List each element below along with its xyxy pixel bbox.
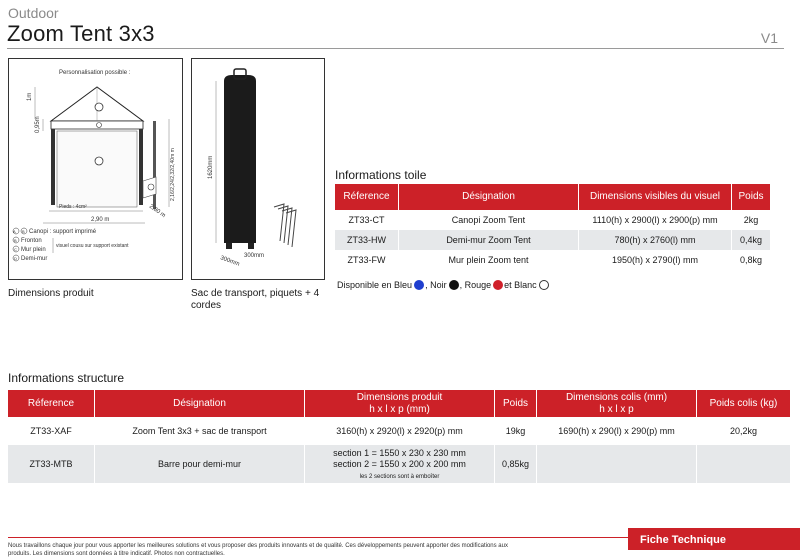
svg-text:B: B bbox=[22, 229, 25, 234]
cell-dims: 1950(h) x 2790(l) mm bbox=[578, 250, 731, 270]
dim-095m: 0,95m bbox=[35, 116, 41, 133]
legend-mur-plein: Mur plein bbox=[21, 247, 46, 253]
fiche-technique-badge: Fiche Technique bbox=[628, 528, 800, 550]
cell-poids: 2kg bbox=[731, 210, 770, 230]
title-divider bbox=[7, 48, 784, 49]
structure-section-title: Informations structure bbox=[8, 371, 125, 385]
table-row bbox=[335, 250, 770, 270]
version-label: V1 bbox=[760, 30, 778, 46]
legend-demi-mur: Demi-mur bbox=[21, 256, 48, 262]
cell-colis bbox=[536, 445, 696, 483]
bag-dim-w2: 300mm bbox=[244, 253, 265, 259]
table-row bbox=[8, 417, 790, 445]
svg-text:D: D bbox=[14, 256, 17, 261]
cell-colis: 1690(h) x 290(l) x 290(p) mm bbox=[536, 417, 696, 445]
colors-prefix: Disponible en Bleu bbox=[337, 280, 413, 290]
dim-heights: 2,16/2,24/2,32/2,40m m bbox=[170, 148, 176, 201]
cell-ref: ZT33-FW bbox=[347, 254, 386, 265]
table-row bbox=[335, 230, 770, 250]
legend-canopi: Canopi : support imprimé bbox=[29, 229, 97, 235]
footer-disclaimer: Nous travaillons chaque jour pour vous apporter les meilleures solutions et vous proposer des produits innovants et de qualité. Ces développements peuvent apporter des modifications aux produits. Les dimensions sont données à titre indicatif. Photos non contractuelles. bbox=[8, 543, 508, 557]
cell-dims: 3160(h) x 2920(l) x 2920(p) mm bbox=[304, 417, 494, 445]
col-designation: Désignation bbox=[398, 184, 578, 210]
cell-poids: 0,4kg bbox=[731, 230, 770, 250]
bag-drawing-frame bbox=[191, 58, 325, 280]
col-reference: Réference bbox=[8, 390, 94, 417]
cell-designation: Canopi Zoom Tent bbox=[398, 210, 578, 230]
cell-poids-colis bbox=[696, 445, 790, 483]
col-poids-colis: Poids colis (kg) bbox=[696, 390, 790, 417]
structure-table bbox=[8, 390, 790, 483]
transport-bag-icon bbox=[192, 59, 326, 281]
table-row bbox=[335, 210, 770, 230]
cell-designation: Barre pour demi-mur bbox=[94, 445, 304, 483]
cell-poids: 0,8kg bbox=[731, 250, 770, 270]
legend-fronton: Fronton bbox=[21, 238, 42, 244]
svg-text:B: B bbox=[14, 238, 17, 243]
doc-subtitle: Outdoor bbox=[8, 5, 59, 21]
blue-swatch-icon bbox=[414, 280, 424, 290]
colors-noir: , Noir bbox=[425, 280, 447, 290]
personalisation-label: Personnalisation possible : bbox=[59, 70, 131, 76]
product-drawing-frame bbox=[8, 58, 183, 280]
dim-1m: 1m bbox=[27, 92, 33, 101]
cell-ref: ZT33-HW bbox=[335, 230, 398, 250]
bag-dim-w1: 300mm bbox=[219, 255, 241, 268]
col-poids: Poids bbox=[494, 390, 536, 417]
red-swatch-icon bbox=[493, 280, 503, 290]
cell-poids: 0,85kg bbox=[494, 445, 536, 483]
cell-ref: ZT33-CT bbox=[348, 214, 385, 225]
toile-table bbox=[335, 184, 770, 270]
product-caption: Dimensions produit bbox=[8, 288, 94, 299]
cell-designation: Zoom Tent 3x3 + sac de transport bbox=[94, 417, 304, 445]
colors-blanc: et Blanc bbox=[504, 280, 537, 290]
bag-dim-height: 1620mm bbox=[208, 155, 214, 179]
pieds-label: Pieds : 4cm² bbox=[59, 204, 87, 210]
cell-dims: 1110(h) x 2900(l) x 2900(p) mm bbox=[578, 210, 731, 230]
cell-designation: Demi-mur Zoom Tent bbox=[398, 230, 578, 250]
toile-section-title: Informations toile bbox=[335, 168, 427, 182]
cell-designation: Mur plein Zoom tent bbox=[398, 250, 578, 270]
legend-note: visuel cousu sur support existant bbox=[56, 243, 129, 249]
cell-dims: section 1 = 1550 x 230 x 230 mm section 2 = 1550 x 200 x 200 mm les 2 sections sont à emboîter bbox=[304, 445, 494, 483]
col-designation: Désignation bbox=[94, 390, 304, 417]
cell-poids: 19kg bbox=[494, 417, 536, 445]
bag-caption: Sac de transport, piquets + 4 cordes bbox=[191, 288, 320, 311]
cell-poids-colis: 20,2kg bbox=[696, 417, 790, 445]
colors-rouge: , Rouge bbox=[459, 280, 492, 290]
dim-280m: 2,80 m bbox=[147, 203, 167, 220]
table-header-row bbox=[335, 184, 770, 210]
black-swatch-icon bbox=[449, 280, 459, 290]
color-availability bbox=[337, 280, 550, 290]
footer-divider bbox=[8, 537, 628, 538]
svg-text:C: C bbox=[14, 247, 17, 252]
col-dims-produit: Dimensions produit h x l x p (mm) bbox=[304, 390, 494, 417]
dim-290m: 2,90 m bbox=[91, 217, 110, 223]
col-poids: Poids bbox=[731, 184, 770, 210]
col-reference: Réference bbox=[335, 184, 398, 210]
tent-drawing-icon bbox=[9, 59, 184, 281]
col-dimensions: Dimensions visibles du visuel bbox=[578, 184, 731, 210]
cell-ref: ZT33-MTB bbox=[8, 445, 94, 483]
doc-title: Zoom Tent 3x3 bbox=[7, 21, 155, 46]
col-dims-colis: Dimensions colis (mm) h x l x p bbox=[536, 390, 696, 417]
white-swatch-icon bbox=[539, 280, 549, 290]
table-row bbox=[8, 445, 790, 483]
table-header-row bbox=[8, 390, 790, 417]
svg-text:A: A bbox=[13, 229, 16, 234]
cell-dims: 780(h) x 2760(l) mm bbox=[578, 230, 731, 250]
cell-ref: ZT33-XAF bbox=[30, 425, 72, 436]
